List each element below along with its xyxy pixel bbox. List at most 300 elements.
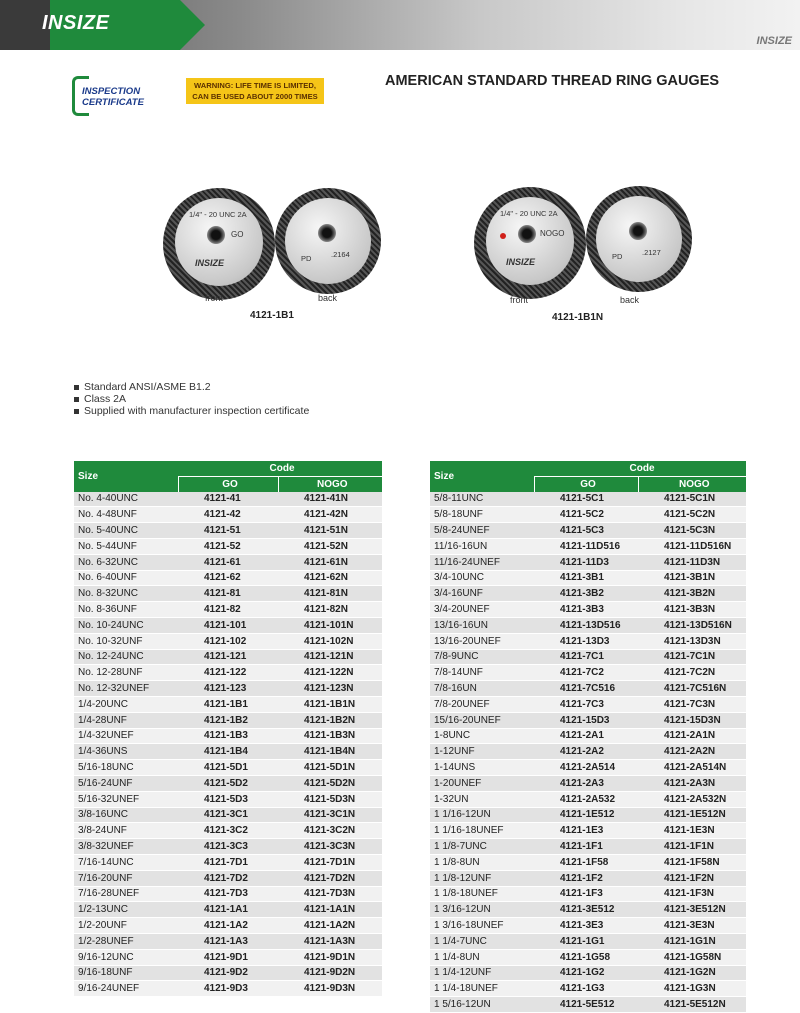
go-cell: 4121-9D1 [178, 949, 278, 965]
table-row [74, 617, 382, 633]
table-row [430, 728, 746, 744]
nogo-cell: 4121-7C3N [638, 696, 746, 712]
go-cell: 4121-1G3 [534, 981, 638, 997]
nogo-cell: 4121-1F58N [638, 854, 746, 870]
go-cell: 4121-3C3 [178, 839, 278, 855]
nogo-cell: 4121-7D3N [278, 886, 382, 902]
nogo-cell: 4121-123N [278, 681, 382, 697]
size-cell: 1 1/16-18UNEF [430, 823, 534, 839]
nogo-cell: 4121-1F2N [638, 870, 746, 886]
size-cell: 1-12UNF [430, 744, 534, 760]
go-cell: 4121-1B3 [178, 728, 278, 744]
nogo-cell: 4121-1G1N [638, 933, 746, 949]
go-cell: 4121-1G2 [534, 965, 638, 981]
nogo-cell: 4121-1G2N [638, 965, 746, 981]
go-cell: 4121-101 [178, 617, 278, 633]
go-cell: 4121-122 [178, 665, 278, 681]
feature-item: Supplied with manufacturer inspection certificate [74, 405, 309, 417]
go-model-number: 4121-1B1 [250, 310, 294, 321]
table-row [430, 760, 746, 776]
size-cell: 7/16-20UNF [74, 870, 178, 886]
inspection-certificate-badge [72, 76, 164, 112]
nogo-cell: 4121-61N [278, 554, 382, 570]
size-cell: 7/16-28UNEF [74, 886, 178, 902]
code-header: Code [178, 461, 382, 476]
size-cell: No. 8-36UNF [74, 602, 178, 618]
table-row [430, 965, 746, 981]
table-row [430, 854, 746, 870]
size-cell: 7/8-14UNF [430, 665, 534, 681]
table-row [430, 681, 746, 697]
table-row [74, 902, 382, 918]
thread-hole-icon [207, 226, 225, 244]
nogo-cell: 4121-9D1N [278, 949, 382, 965]
go-header: GO [534, 476, 638, 491]
nogo-cell: 4121-13D516N [638, 617, 746, 633]
size-header: Size [430, 461, 534, 492]
go-cell: 4121-61 [178, 554, 278, 570]
size-cell: 7/8-9UNC [430, 649, 534, 665]
table-row [430, 554, 746, 570]
table-row [430, 839, 746, 855]
red-dot-icon [500, 233, 506, 239]
go-cell: 4121-13D3 [534, 633, 638, 649]
nogo-cell: 4121-102N [278, 633, 382, 649]
table-row [74, 507, 382, 523]
size-cell: No. 4-40UNC [74, 492, 178, 507]
nogo-cell: 4121-2A3N [638, 775, 746, 791]
go-cell: 4121-102 [178, 633, 278, 649]
warning-line2: CAN BE USED ABOUT 2000 TIMES [192, 92, 318, 101]
go-front-type: GO [231, 230, 244, 239]
page-title: AMERICAN STANDARD THREAD RING GAUGES [385, 73, 720, 89]
feature-item: Standard ANSI/ASME B1.2 [74, 381, 211, 393]
size-cell: 1/4-20UNC [74, 696, 178, 712]
go-cell: 4121-1A2 [178, 918, 278, 934]
table-row [430, 570, 746, 586]
size-cell: 1 1/4-8UN [430, 949, 534, 965]
table-row [430, 933, 746, 949]
nogo-cell: 4121-1G3N [638, 981, 746, 997]
table-row [74, 633, 382, 649]
size-cell: 9/16-24UNEF [74, 981, 178, 997]
size-cell: No. 8-32UNC [74, 586, 178, 602]
go-back-value: .2164 [331, 250, 350, 259]
go-cell: 4121-11D516 [534, 538, 638, 554]
nogo-back-value: .2127 [642, 248, 661, 257]
go-cell: 4121-2A1 [534, 728, 638, 744]
size-cell: 1/4-36UNS [74, 744, 178, 760]
go-cell: 4121-3E3 [534, 918, 638, 934]
nogo-cell: 4121-15D3N [638, 712, 746, 728]
go-cell: 4121-11D3 [534, 554, 638, 570]
go-cell: 4121-2A2 [534, 744, 638, 760]
nogo-header: NOGO [638, 476, 746, 491]
nogo-cell: 4121-5E512N [638, 997, 746, 1013]
nogo-cell: 4121-9D3N [278, 981, 382, 997]
table-row [430, 807, 746, 823]
size-cell: 1 1/8-8UN [430, 854, 534, 870]
table-row [74, 918, 382, 934]
table-row [74, 492, 382, 507]
size-cell: 9/16-18UNF [74, 965, 178, 981]
size-cell: 11/16-24UNEF [430, 554, 534, 570]
go-cell: 4121-7D2 [178, 870, 278, 886]
go-cell: 4121-1F2 [534, 870, 638, 886]
go-cell: 4121-1E512 [534, 807, 638, 823]
go-cell: 4121-42 [178, 507, 278, 523]
go-cell: 4121-1F1 [534, 839, 638, 855]
code-header: Code [534, 461, 746, 476]
size-cell: 1/4-28UNF [74, 712, 178, 728]
table-row [74, 981, 382, 997]
size-cell: 1-32UN [430, 791, 534, 807]
size-cell: 5/8-18UNF [430, 507, 534, 523]
nogo-cell: 4121-2A532N [638, 791, 746, 807]
warning-badge [186, 78, 324, 104]
go-cell: 4121-82 [178, 602, 278, 618]
size-cell: 5/16-18UNC [74, 760, 178, 776]
go-cell: 4121-2A532 [534, 791, 638, 807]
table-row [430, 507, 746, 523]
go-cell: 4121-7C516 [534, 681, 638, 697]
table-row [430, 633, 746, 649]
table-row [74, 728, 382, 744]
go-cell: 4121-81 [178, 586, 278, 602]
size-cell: 3/4-20UNEF [430, 602, 534, 618]
table-row [430, 649, 746, 665]
size-cell: 1 1/4-12UNF [430, 965, 534, 981]
size-cell: 13/16-16UN [430, 617, 534, 633]
table-row [74, 570, 382, 586]
go-cell: 4121-123 [178, 681, 278, 697]
nogo-cell: 4121-7C1N [638, 649, 746, 665]
go-cell: 4121-41 [178, 492, 278, 507]
table-row [430, 981, 746, 997]
nogo-front-marking: 1/4" - 20 UNC 2A [500, 209, 558, 218]
table-row [430, 791, 746, 807]
go-cell: 4121-1F58 [534, 854, 638, 870]
table-row [74, 775, 382, 791]
nogo-cell: 4121-42N [278, 507, 382, 523]
nogo-header: NOGO [278, 476, 382, 491]
table-row [74, 554, 382, 570]
nogo-cell: 4121-5D3N [278, 791, 382, 807]
go-gauge-back-image [275, 188, 381, 294]
table-row [74, 712, 382, 728]
size-cell: 1 3/16-18UNEF [430, 918, 534, 934]
go-cell: 4121-52 [178, 538, 278, 554]
table-row [74, 665, 382, 681]
go-gauge-front-image [163, 188, 275, 300]
go-cell: 4121-7C3 [534, 696, 638, 712]
table-row [430, 886, 746, 902]
size-cell: 1 1/4-18UNEF [430, 981, 534, 997]
size-cell: 1/4-32UNEF [74, 728, 178, 744]
go-cell: 4121-1F3 [534, 886, 638, 902]
nogo-back-pd: PD [612, 252, 623, 261]
size-cell: No. 6-40UNF [74, 570, 178, 586]
table-row [430, 665, 746, 681]
go-cell: 4121-7D1 [178, 854, 278, 870]
size-cell: 1/2-20UNF [74, 918, 178, 934]
thread-hole-icon [629, 222, 647, 240]
table-row [74, 933, 382, 949]
table-row [430, 617, 746, 633]
nogo-cell: 4121-62N [278, 570, 382, 586]
nogo-cell: 4121-122N [278, 665, 382, 681]
table-row [74, 949, 382, 965]
table-row [74, 823, 382, 839]
nogo-cell: 4121-1G58N [638, 949, 746, 965]
table-row [430, 712, 746, 728]
go-header: GO [178, 476, 278, 491]
go-cell: 4121-1B2 [178, 712, 278, 728]
nogo-cell: 4121-52N [278, 538, 382, 554]
table-row [74, 760, 382, 776]
go-cell: 4121-51 [178, 523, 278, 539]
brand-logo: INSIZE [42, 12, 110, 34]
size-cell: 1-8UNC [430, 728, 534, 744]
size-cell: 3/4-16UNF [430, 586, 534, 602]
table-row [74, 696, 382, 712]
nogo-cell: 4121-1B2N [278, 712, 382, 728]
size-cell: 1-20UNEF [430, 775, 534, 791]
nogo-cell: 4121-5D2N [278, 775, 382, 791]
table-row [430, 492, 746, 507]
thread-hole-icon [518, 225, 536, 243]
nogo-cell: 4121-2A1N [638, 728, 746, 744]
nogo-cell: 4121-7D2N [278, 870, 382, 886]
go-front-marking: 1/4" - 20 UNC 2A [189, 210, 247, 219]
table-row [74, 791, 382, 807]
size-cell: 5/8-24UNEF [430, 523, 534, 539]
nogo-front-logo: INSIZE [506, 257, 536, 267]
table-row [74, 965, 382, 981]
go-cell: 4121-5C1 [534, 492, 638, 507]
table-row [74, 870, 382, 886]
go-cell: 4121-5E512 [534, 997, 638, 1013]
size-cell: 3/8-16UNC [74, 807, 178, 823]
table-row [430, 586, 746, 602]
nogo-cell: 4121-1F1N [638, 839, 746, 855]
nogo-cell: 4121-3C1N [278, 807, 382, 823]
nogo-cell: 4121-121N [278, 649, 382, 665]
go-cell: 4121-5C3 [534, 523, 638, 539]
nogo-model-number: 4121-1B1N [552, 312, 604, 323]
table-row [430, 744, 746, 760]
nogo-cell: 4121-1A1N [278, 902, 382, 918]
go-cell: 4121-1B1 [178, 696, 278, 712]
go-back-pd: PD [301, 254, 312, 263]
go-cell: 4121-1E3 [534, 823, 638, 839]
go-cell: 4121-5D1 [178, 760, 278, 776]
go-cell: 4121-3B3 [534, 602, 638, 618]
nogo-cell: 4121-5C2N [638, 507, 746, 523]
nogo-cell: 4121-101N [278, 617, 382, 633]
nogo-cell: 4121-11D3N [638, 554, 746, 570]
go-back-caption: back [318, 293, 338, 303]
size-cell: 1-14UNS [430, 760, 534, 776]
table-row [430, 538, 746, 554]
go-cell: 4121-121 [178, 649, 278, 665]
nogo-cell: 4121-82N [278, 602, 382, 618]
size-cell: 1/2-28UNEF [74, 933, 178, 949]
go-cell: 4121-1G1 [534, 933, 638, 949]
size-cell: 1 1/8-12UNF [430, 870, 534, 886]
table-row [430, 775, 746, 791]
go-front-caption: front [205, 293, 224, 303]
size-cell: 5/16-24UNF [74, 775, 178, 791]
size-cell: No. 5-44UNF [74, 538, 178, 554]
size-cell: No. 6-32UNC [74, 554, 178, 570]
size-cell: 7/16-14UNC [74, 854, 178, 870]
size-cell: 1 1/16-12UN [430, 807, 534, 823]
go-cell: 4121-7C1 [534, 649, 638, 665]
go-cell: 4121-15D3 [534, 712, 638, 728]
size-cell: 5/16-32UNEF [74, 791, 178, 807]
size-cell: No. 12-24UNC [74, 649, 178, 665]
nogo-cell: 4121-2A514N [638, 760, 746, 776]
size-cell: No. 4-48UNF [74, 507, 178, 523]
size-cell: 5/8-11UNC [430, 492, 534, 507]
size-cell: No. 12-28UNF [74, 665, 178, 681]
nogo-cell: 4121-1F3N [638, 886, 746, 902]
size-header: Size [74, 461, 178, 492]
size-cell: 1 1/8-7UNC [430, 839, 534, 855]
table-row [74, 681, 382, 697]
nogo-cell: 4121-3E3N [638, 918, 746, 934]
go-cell: 4121-5D2 [178, 775, 278, 791]
nogo-cell: 4121-5D1N [278, 760, 382, 776]
nogo-back-caption: back [620, 295, 640, 305]
nogo-cell: 4121-5C3N [638, 523, 746, 539]
table-row [430, 902, 746, 918]
nogo-cell: 4121-3B3N [638, 602, 746, 618]
size-cell: No. 12-32UNEF [74, 681, 178, 697]
go-cell: 4121-2A514 [534, 760, 638, 776]
go-cell: 4121-7C2 [534, 665, 638, 681]
size-cell: 1 1/8-18UNEF [430, 886, 534, 902]
size-table-right [430, 461, 746, 1013]
size-cell: 7/8-16UN [430, 681, 534, 697]
size-cell: No. 10-24UNC [74, 617, 178, 633]
table-row [430, 918, 746, 934]
go-cell: 4121-2A3 [534, 775, 638, 791]
table-row [74, 854, 382, 870]
nogo-cell: 4121-9D2N [278, 965, 382, 981]
table-row [74, 649, 382, 665]
certificate-line2: CERTIFICATE [82, 97, 144, 108]
go-cell: 4121-1G58 [534, 949, 638, 965]
table-row [430, 696, 746, 712]
nogo-cell: 4121-1A3N [278, 933, 382, 949]
warning-line1: WARNING: LIFE TIME IS LIMITED, [194, 81, 316, 90]
nogo-cell: 4121-7C516N [638, 681, 746, 697]
table-row [74, 839, 382, 855]
certificate-line1: INSPECTION [82, 86, 141, 97]
nogo-cell: 4121-1E512N [638, 807, 746, 823]
go-cell: 4121-1A1 [178, 902, 278, 918]
size-table-left [74, 461, 382, 997]
size-cell: 15/16-20UNEF [430, 712, 534, 728]
go-cell: 4121-13D516 [534, 617, 638, 633]
go-cell: 4121-9D3 [178, 981, 278, 997]
nogo-cell: 4121-1A2N [278, 918, 382, 934]
nogo-gauge-back-image [586, 186, 692, 292]
nogo-cell: 4121-3C2N [278, 823, 382, 839]
nogo-front-type: NOGO [540, 229, 565, 238]
go-cell: 4121-1A3 [178, 933, 278, 949]
size-cell: 3/8-24UNF [74, 823, 178, 839]
nogo-cell: 4121-7C2N [638, 665, 746, 681]
size-cell: 3/4-10UNC [430, 570, 534, 586]
go-cell: 4121-3C1 [178, 807, 278, 823]
nogo-front-caption: front [510, 295, 529, 305]
table-row [430, 523, 746, 539]
size-cell: 11/16-16UN [430, 538, 534, 554]
nogo-cell: 4121-7D1N [278, 854, 382, 870]
table-row [74, 523, 382, 539]
go-cell: 4121-5C2 [534, 507, 638, 523]
size-cell: 1 5/16-12UN [430, 997, 534, 1013]
nogo-cell: 4121-5C1N [638, 492, 746, 507]
nogo-cell: 4121-3E512N [638, 902, 746, 918]
go-cell: 4121-5D3 [178, 791, 278, 807]
table-row [430, 870, 746, 886]
size-cell: 1 3/16-12UN [430, 902, 534, 918]
nogo-cell: 4121-2A2N [638, 744, 746, 760]
nogo-cell: 4121-13D3N [638, 633, 746, 649]
table-row [74, 807, 382, 823]
nogo-cell: 4121-3C3N [278, 839, 382, 855]
table-row [74, 886, 382, 902]
nogo-cell: 4121-1E3N [638, 823, 746, 839]
feature-item: Class 2A [74, 393, 126, 405]
go-cell: 4121-3E512 [534, 902, 638, 918]
go-cell: 4121-9D2 [178, 965, 278, 981]
nogo-cell: 4121-11D516N [638, 538, 746, 554]
size-cell: No. 10-32UNF [74, 633, 178, 649]
go-cell: 4121-1B4 [178, 744, 278, 760]
size-cell: 9/16-12UNC [74, 949, 178, 965]
size-cell: 3/8-32UNEF [74, 839, 178, 855]
nogo-gauge-front-image [474, 187, 586, 299]
table-row [430, 823, 746, 839]
nogo-cell: 4121-1B1N [278, 696, 382, 712]
size-cell: 1 1/4-7UNC [430, 933, 534, 949]
table-row [430, 997, 746, 1013]
go-cell: 4121-3B2 [534, 586, 638, 602]
nogo-cell: 4121-51N [278, 523, 382, 539]
size-cell: 1/2-13UNC [74, 902, 178, 918]
go-cell: 4121-62 [178, 570, 278, 586]
table-row [74, 586, 382, 602]
table-row [430, 602, 746, 618]
go-cell: 4121-3C2 [178, 823, 278, 839]
go-cell: 4121-7D3 [178, 886, 278, 902]
table-row [430, 949, 746, 965]
thread-hole-icon [318, 224, 336, 242]
table-row [74, 744, 382, 760]
nogo-cell: 4121-81N [278, 586, 382, 602]
size-cell: 7/8-20UNEF [430, 696, 534, 712]
go-cell: 4121-3B1 [534, 570, 638, 586]
size-cell: 13/16-20UNEF [430, 633, 534, 649]
nogo-cell: 4121-41N [278, 492, 382, 507]
nogo-cell: 4121-3B1N [638, 570, 746, 586]
nogo-cell: 4121-1B4N [278, 744, 382, 760]
